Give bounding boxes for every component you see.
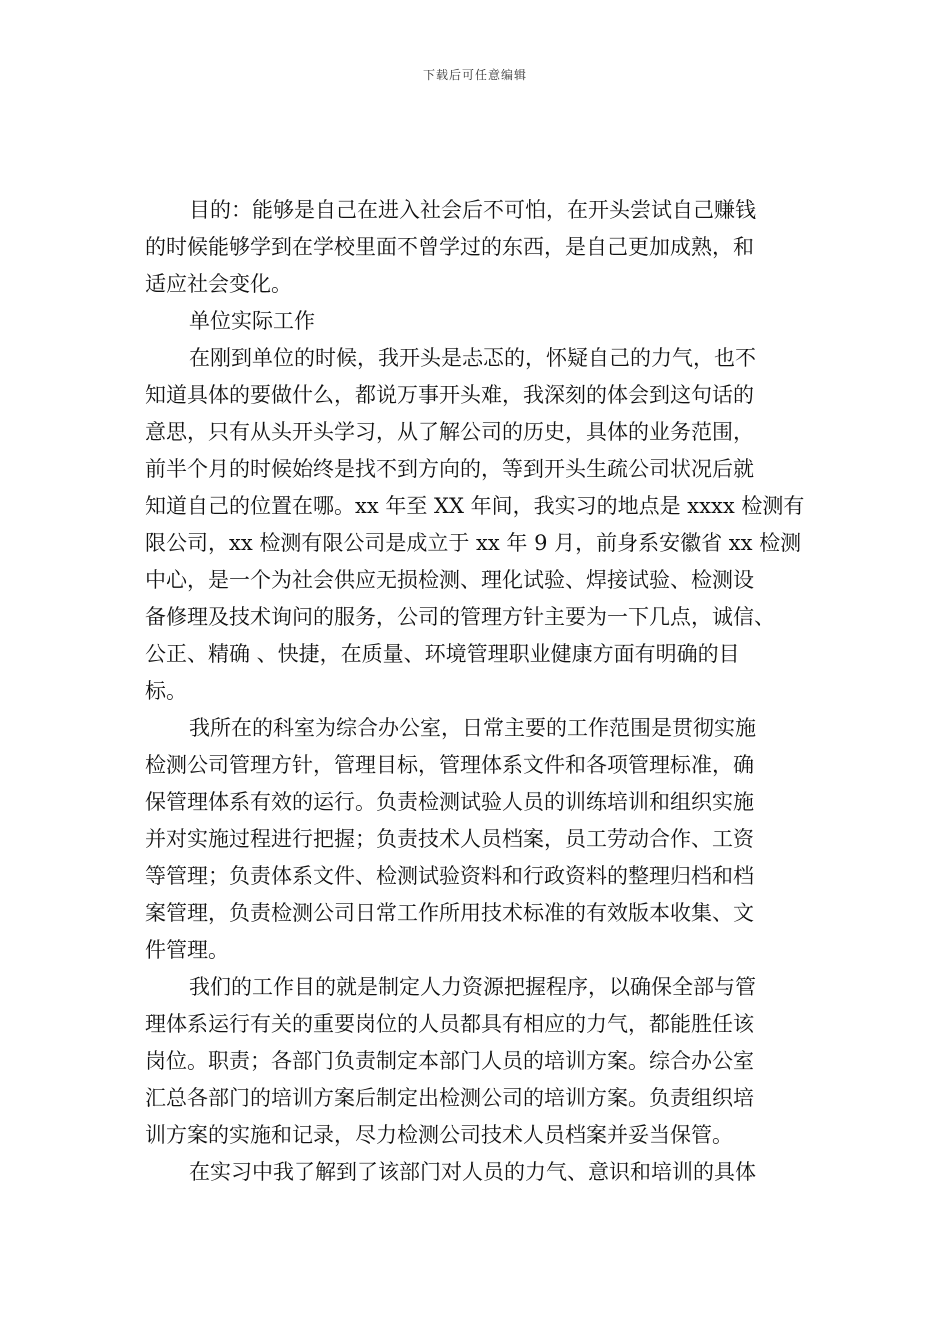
text-line: 限公司，xx 检测有限公司是成立于 xx 年 9 月，前身系安徽省 xx 检测 <box>145 531 802 555</box>
page-header: 下载后可任意编辑 <box>422 68 527 82</box>
text-line: 我们的工作目的就是制定人力资源把握程序，以确保全部与管 <box>189 975 756 999</box>
text-line: 等管理；负责体系文件、检测试验资料和行政资料的整理归档和档 <box>145 864 754 888</box>
text-line: 公正、精确 、快捷，在质量、环境管理职业健康方面有明确的目 <box>145 642 740 666</box>
text-line: 并对实施过程进行把握；负责技术人员档案，员工劳动合作、工资 <box>145 827 754 851</box>
text-line: 知道自己的位置在哪。xx 年至 XX 年间，我实习的地点是 xxxx 检测有 <box>145 494 805 518</box>
text-line: 岗位。职责；各部门负责制定本部门人员的培训方案。综合办公室 <box>145 1049 754 1073</box>
text-line: 适应社会变化。 <box>145 272 292 296</box>
text-line: 意思，只有从头开头学习，从了解公司的历史，具体的业务范围， <box>145 420 754 444</box>
text-line: 保管理体系有效的运行。负责检测试验人员的训练培训和组织实施 <box>145 790 754 814</box>
text-line: 单位实际工作 <box>189 309 315 333</box>
text-line: 备修理及技术询问的服务，公司的管理方针主要为一下几点，诚信、 <box>145 605 775 629</box>
text-line: 案管理，负责检测公司日常工作所用技术标准的有效版本收集、文 <box>145 901 754 925</box>
text-line: 汇总各部门的培训方案后制定出检测公司的培训方案。负责组织培 <box>145 1086 754 1110</box>
text-line: 件管理。 <box>145 938 229 962</box>
document-body <box>145 192 815 1191</box>
text-line: 我所在的科室为综合办公室，日常主要的工作范围是贯彻实施 <box>189 716 756 740</box>
text-line: 在刚到单位的时候，我开头是忐忑的，怀疑自己的力气，也不 <box>189 346 756 370</box>
text-line: 标。 <box>145 679 187 703</box>
text-line: 理体系运行有关的重要岗位的人员都具有相应的力气，都能胜任该 <box>145 1012 754 1036</box>
text-line: 在实习中我了解到了该部门对人员的力气、意识和培训的具体 <box>189 1160 756 1184</box>
text-line: 的时候能够学到在学校里面不曾学过的东西，是自己更加成熟，和 <box>145 235 754 259</box>
text-line: 目的：能够是自己在进入社会后不可怕，在开头尝试自己赚钱 <box>189 198 756 222</box>
text-line: 检测公司管理方针，管理目标，管理体系文件和各项管理标准，确 <box>145 753 754 777</box>
text-line: 知道具体的要做什么，都说万事开头难，我深刻的体会到这句话的 <box>145 383 754 407</box>
text-line: 训方案的实施和记录，尽力检测公司技术人员档案并妥当保管。 <box>145 1123 733 1147</box>
text-line: 前半个月的时候始终是找不到方向的，等到开头生疏公司状况后就 <box>145 457 754 481</box>
text-line: 中心，是一个为社会供应无损检测、理化试验、焊接试验、检测设 <box>145 568 754 592</box>
